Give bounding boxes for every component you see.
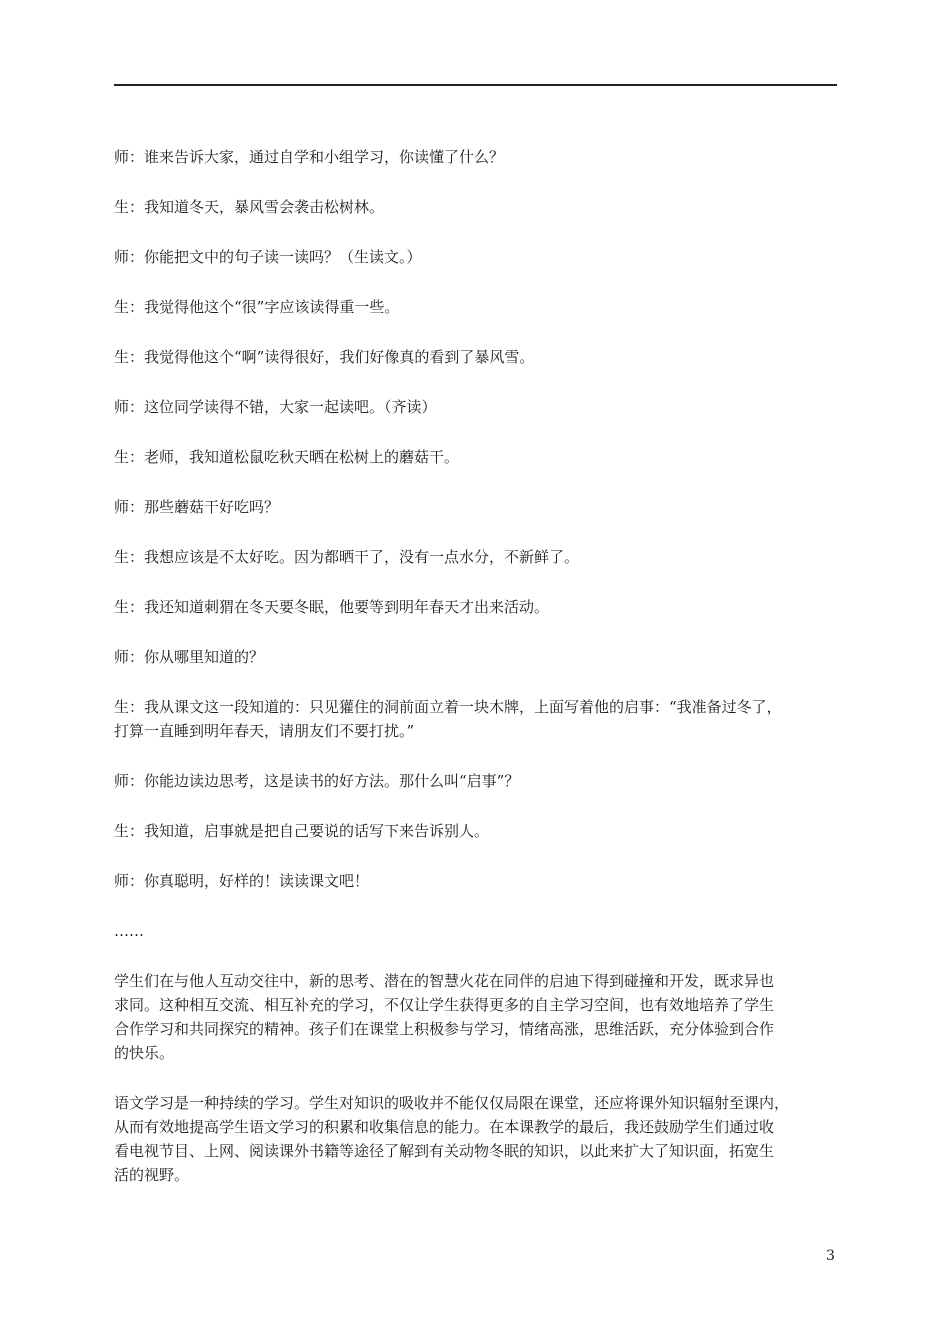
reflection-paragraph-1 (114, 969, 837, 1065)
header-rule (114, 84, 837, 86)
dialogue-line: 生：我觉得他这个“啊”读得很好，我们好像真的看到了暴风雪。 (114, 348, 535, 366)
paragraph-line: 看电视节目、上网、阅读课外书籍等途径了解到有关动物冬眠的知识，以此来扩大了知识面，拓宽生 (114, 1142, 775, 1160)
reflection-paragraph-2 (114, 1091, 837, 1187)
dialogue-line: 师：你真聪明，好样的！读读课文吧！ (114, 872, 370, 890)
ellipsis: …… (114, 922, 144, 940)
dialogue-line: 生：我知道冬天，暴风雪会袭击松树林。 (114, 198, 385, 216)
quote-line: 生：我从课文这一段知道的：只见獾住的洞前面立着一块木牌，上面写着他的启事：“我准备过冬了， (114, 698, 782, 716)
paragraph-line: 求同。这种相互交流、相互补充的学习，不仅让学生获得更多的自主学习空间，也有效地培养了学生 (114, 996, 775, 1014)
dialogue-line: 师：这位同学读得不错，大家一起读吧。（齐读） (114, 398, 437, 416)
paragraph-line: 从而有效地提高学生语文学习的积累和收集信息的能力。在本课教学的最后，我还鼓励学生们通过收 (114, 1118, 775, 1136)
paragraph-line: 语文学习是一种持续的学习。学生对知识的吸收并不能仅仅局限在课堂，还应将课外知识辐射至课内， (114, 1094, 790, 1112)
dialogue-line: 生：我觉得他这个“很”字应该读得重一些。 (114, 298, 400, 316)
dialogue-line: 师：谁来告诉大家，通过自学和小组学习，你读懂了什么？ (114, 148, 505, 166)
paragraph-line: 活的视野。 (114, 1166, 190, 1184)
page-number: 3 (826, 1248, 835, 1264)
paragraph-line: 合作学习和共同探究的精神。孩子们在课堂上积极参与学习，情绪高涨，思维活跃，充分体验到合作 (114, 1020, 775, 1038)
dialogue-line: 师：你从哪里知道的？ (114, 648, 265, 666)
dialogue-line: 师：你能把文中的句子读一读吗？（生读文。） (114, 248, 422, 266)
dialogue-line: 生：老师，我知道松鼠吃秋天晒在松树上的蘑菇干。 (114, 448, 460, 466)
dialogue-line: 师：那些蘑菇干好吃吗？ (114, 498, 280, 516)
dialogue-line: 师：你能边读边思考，这是读书的好方法。那什么叫“启事”？ (114, 772, 520, 790)
dialogue-line: 生：我知道，启事就是把自己要说的话写下来告诉别人。 (114, 822, 490, 840)
quote-paragraph (114, 695, 837, 743)
paragraph-line: 的快乐。 (114, 1044, 175, 1062)
dialogue-line: 生：我还知道刺猬在冬天要冬眠，他要等到明年春天才出来活动。 (114, 598, 550, 616)
document-body (114, 145, 837, 1213)
quote-line: 打算一直睡到明年春天，请朋友们不要打扰。” (114, 722, 415, 740)
paragraph-line: 学生们在与他人互动交往中，新的思考、潜在的智慧火花在同伴的启迪下得到碰撞和开发，既求异也 (114, 972, 775, 990)
dialogue-line: 生：我想应该是不太好吃。因为都晒干了，没有一点水分，不新鲜了。 (114, 548, 580, 566)
